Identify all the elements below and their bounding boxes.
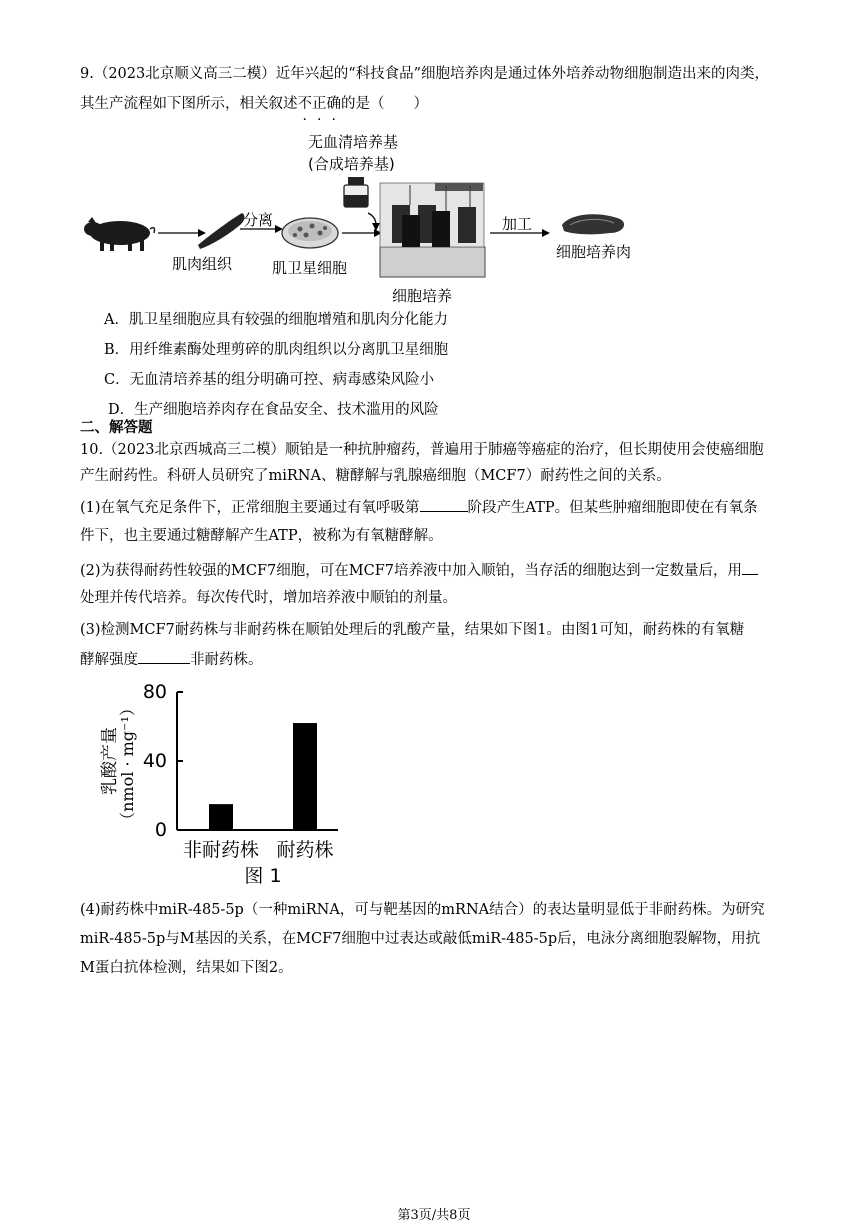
figure-1-chart: [80, 680, 380, 895]
q10-part3-line1: (3)检测MCF7耐药株与非耐药株在顺铂处理后的乳酸产量，结果如下图1。由图1可知，耐药株的有氧糖: [80, 622, 745, 638]
bar: [293, 723, 317, 830]
answer-blank-3[interactable]: [138, 649, 190, 664]
x-category-label: 耐药株: [276, 839, 334, 861]
q9-option-d: D．生产细胞培养肉存在食品安全、技术滥用的风险: [108, 402, 439, 418]
q10-part1-text-b: 阶段产生ATP。但某些肿瘤细胞即使在有氧条: [467, 500, 758, 516]
x-category-label: 非耐药株: [182, 839, 260, 861]
q9-stem-pre: 其生产流程如下图所示，相关叙述: [80, 96, 298, 112]
culture-label: 细胞培养: [392, 287, 453, 305]
muscle-tissue-icon: [198, 213, 244, 249]
q10-part4-line2: miR-485-5p与M基因的关系，在MCF7细胞中过表达或敲低miR-485-5p后，电泳分离细胞裂解物，用抗: [80, 931, 761, 947]
bar: [209, 804, 233, 830]
answer-blank-1[interactable]: [420, 497, 468, 512]
q9-emphasis: [298, 96, 342, 112]
q9-stem-line1: 9.（2023北京顺义高三二模）近年兴起的“科技食品”细胞培养肉是通过体外培养动物细胞制造出来的肉类，: [80, 66, 770, 82]
q10-part1-line2: 件下，也主要通过糖酵解产生ATP，被称为有氧糖酵解。: [80, 528, 443, 544]
q10-part2-line1: [80, 560, 792, 581]
q10-part3-line2: [80, 649, 792, 670]
y-tick-label: 0: [154, 819, 167, 841]
q10-part3-text-b: 酵解强度: [80, 652, 138, 668]
q10-stem-line1: 10.（2023北京西城高三二模）顺铂是一种抗肿瘤药，普遍用于肺癌等癌症的治疗，但长期使用会使癌细胞: [80, 442, 764, 458]
q10-part1-line1: [80, 497, 792, 518]
q10-part4-line1: (4)耐药株中miR-485-5p（一种miRNA，可与靶基因的mRNA结合）的表达量明显低于非耐药株。为研究: [80, 902, 765, 918]
chart-title: 图 1: [244, 865, 282, 887]
answer-blank-2[interactable]: [742, 560, 758, 575]
q9-option-b: B．用纤维素酶处理剪碎的肌肉组织以分离肌卫星细胞: [104, 342, 449, 358]
q10-part1-text-a: (1)在氧气充足条件下，正常细胞主要通过有氧呼吸第: [80, 500, 420, 516]
medium-label-2: (合成培养基): [308, 155, 395, 173]
q10-part4-line3: M蛋白抗体检测，结果如下图2。: [80, 960, 293, 976]
y-tick-label: 40: [142, 750, 167, 772]
satellite-label: 肌卫星细胞: [272, 259, 348, 277]
q10-part2-line2: 处理并传代培养。每次传代时，增加培养液中顺铂的剂量。: [80, 590, 457, 606]
y-tick-label: 80: [142, 681, 167, 703]
pig-icon: [84, 217, 155, 251]
y-axis-unit: （nmol · mg⁻¹）: [118, 700, 137, 828]
medium-bottle-icon: [344, 177, 368, 207]
bioreactor-icon: [380, 183, 485, 277]
section-title: 二、解答题: [80, 419, 153, 436]
petri-dish-icon: [282, 218, 338, 248]
q10-stem-line2: 产生耐药性。科研人员研究了miRNA、糖酵解与乳腺癌细胞（MCF7）耐药性之间的关系。: [80, 468, 671, 484]
process-diagram: [80, 125, 760, 310]
emphasis-char: 确: [326, 96, 341, 112]
emphasis-char: 正: [312, 96, 327, 112]
emphasis-char: 不: [297, 96, 312, 112]
q9-option-a: A．肌卫星细胞应具有较强的细胞增殖和肌肉分化能力: [104, 312, 448, 328]
cultured-meat-icon: [562, 214, 624, 234]
page-footer: 第3页/共8页: [397, 1208, 471, 1223]
q10-part2-text-a: (2)为获得耐药性较强的MCF7细胞，可在MCF7培养液中加入顺铂，当存活的细胞达到一定数量后，用: [80, 563, 742, 579]
meat-label: 细胞培养肉: [556, 243, 632, 261]
q9-stem-line2: [80, 94, 792, 114]
q10-part3-text-c: 非耐药株。: [190, 652, 263, 668]
muscle-label: 肌肉组织: [172, 255, 233, 273]
medium-label-1: 无血清培养基: [308, 133, 399, 151]
process-label: 加工: [502, 215, 533, 233]
q9-option-c: C．无血清培养基的组分明确可控、病毒感染风险小: [104, 372, 435, 388]
separate-label: 分离: [243, 211, 274, 229]
y-axis-label: 乳酸产量: [100, 727, 120, 795]
q9-stem-post: 的是（ ）: [341, 96, 428, 112]
